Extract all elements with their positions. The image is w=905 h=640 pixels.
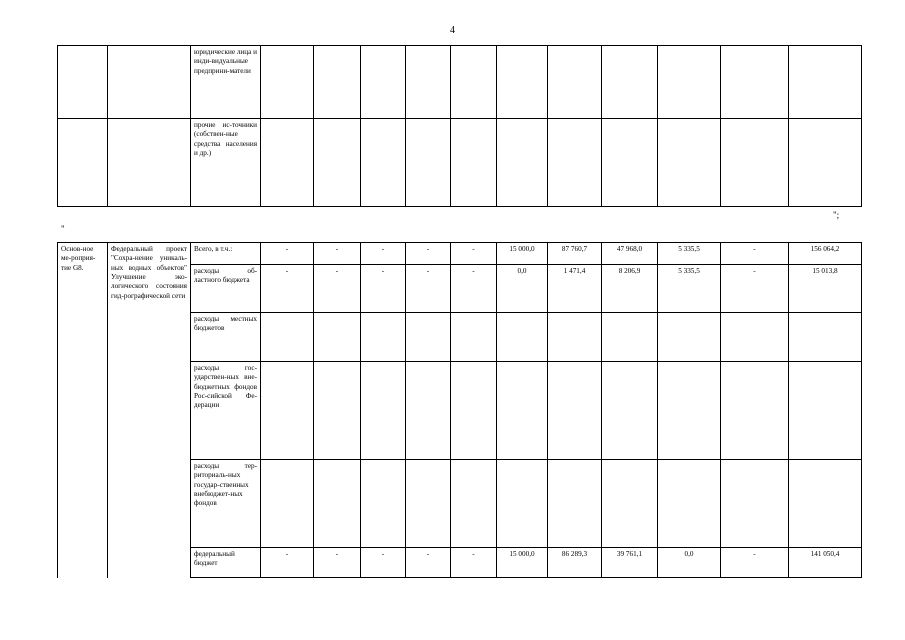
source-cell: расходы об-ластного бюджета <box>191 265 261 313</box>
source-cell: прочие ис-точники (собствен-ные средства населения и др.) <box>191 119 261 207</box>
table-row: Основ-ное ме-роприя-тие G8. Федеральный проект "Сохра-нение уникаль-ных водных объектов" Улучшение эко-логического состояния гид-рографической сети Всего, в т.ч.: - - - - - 15 000,0 87 760,7 47 968,0 5 335,5 - 156 064,2 <box>58 243 862 265</box>
project-cell: Федеральный проект "Сохра-нение уникаль-ных водных объектов" Улучшение эко-логического состояния гид-рографической сети <box>108 243 191 578</box>
source-cell: расходы тер-риториаль-ных государ-ственных внебюджет-ных фондов <box>191 460 261 548</box>
source-cell: юридические лица и инди-видуальные предприни-матели <box>191 46 261 119</box>
source-cell: расходы местных бюджетов <box>191 313 261 362</box>
closing-quote: "; <box>833 210 840 220</box>
source-cell: расходы гос-ударствен-ных вне-бюджетных фондов Рос-сийской Фе-дерации <box>191 362 261 460</box>
measure-cell: Основ-ное ме-роприя-тие G8. <box>58 243 108 578</box>
page-number: 4 <box>450 25 455 36</box>
table-measure-g8 <box>57 242 862 578</box>
table-continuation <box>57 45 862 207</box>
source-cell: Всего, в т.ч.: <box>191 243 261 265</box>
table-row <box>58 119 862 207</box>
table-row <box>58 46 862 119</box>
source-cell: федеральный бюджет <box>191 548 261 578</box>
table-row: федеральный бюджет - - - - - 15 000,0 86 289,3 39 761,1 0,0 - 141 050,4 <box>58 548 862 578</box>
opening-quote: " <box>61 224 65 234</box>
table-row: расходы об-ластного бюджета - - - - - 0,0 1 471,4 8 206,9 5 335,5 - 15 013,8 <box>58 265 862 313</box>
